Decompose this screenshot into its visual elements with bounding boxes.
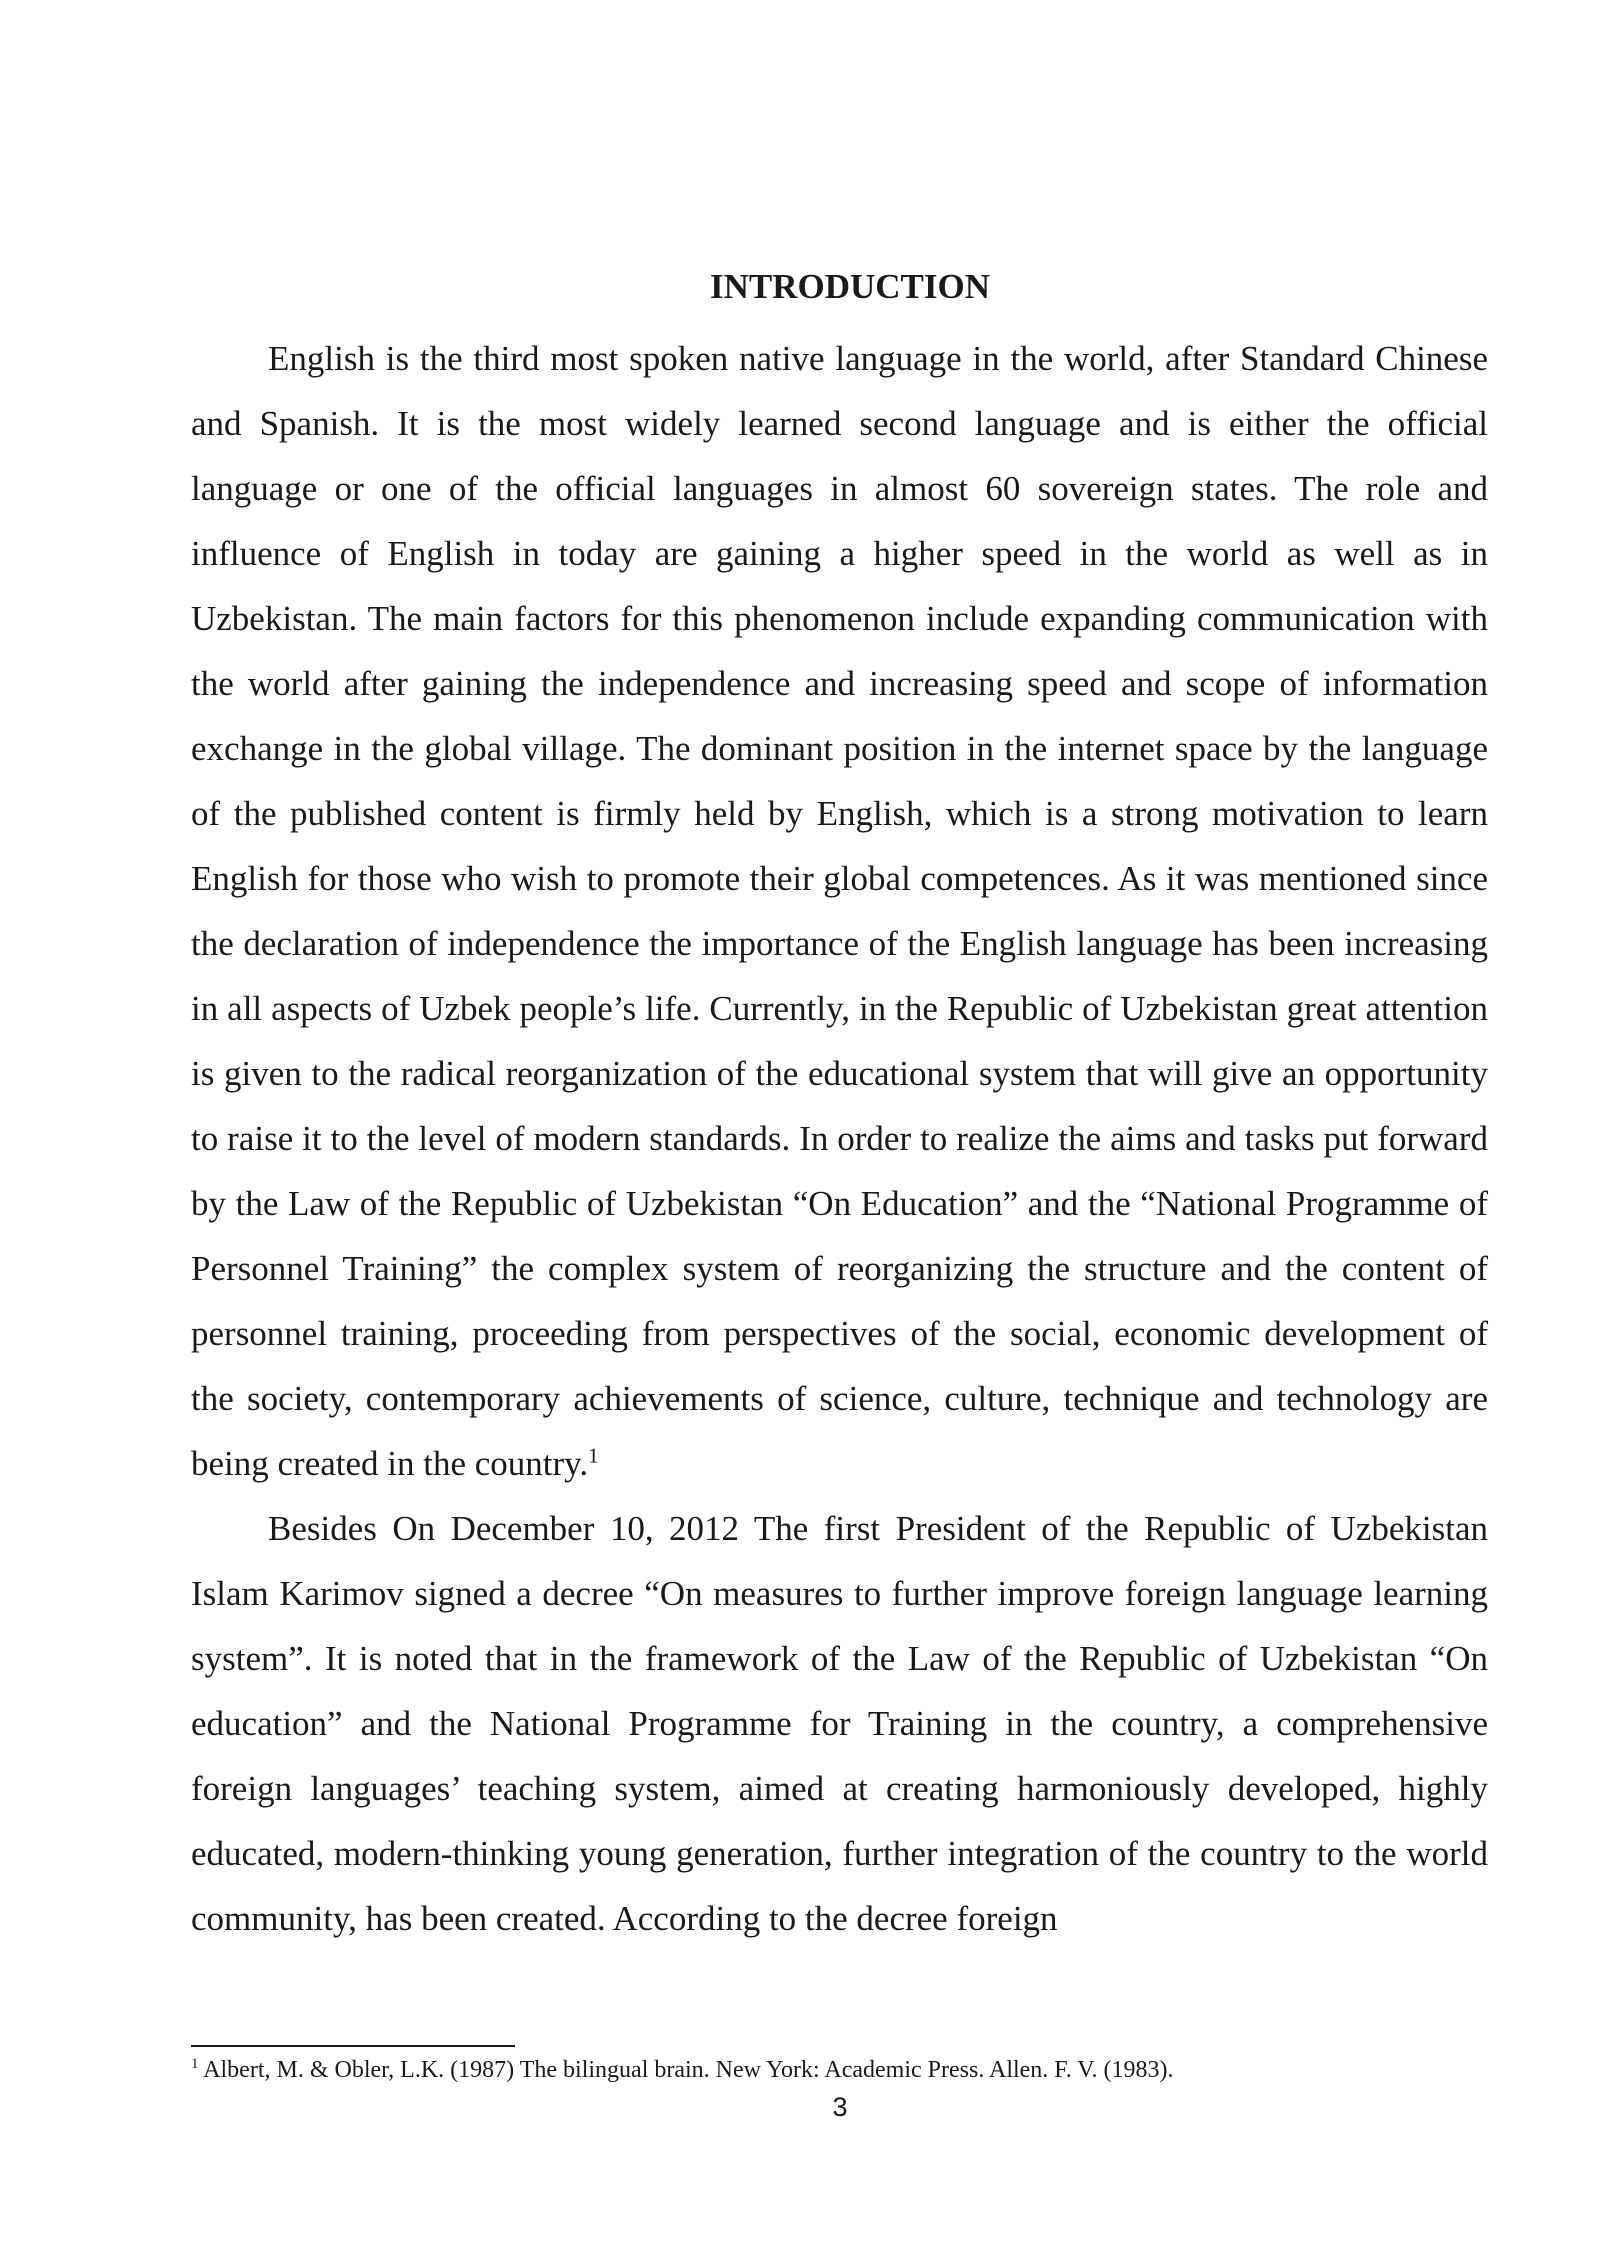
paragraph-2-text: Besides On December 10, 2012 The first President of the Republic of Uzbekistan Islam Karimov signed a decree “On measures to further improve foreign language learning system”. It is noted that in the framework of the Law of the Republic of Uzbekistan “On education” and the National Programme for Training in the country, a comprehensive foreign languages’ teaching system, aimed at creating harmoniously developed, highly educated, modern-thinking young generation, further integration of the country to the world community, has been created. According to the decree foreign: [191, 1509, 1488, 1938]
footnote-text: Albert, M. & Obler, L.K. (1987) The bilingual brain. New York: Academic Press. Allen. F. V. (1983).: [198, 2057, 1174, 2083]
paragraph-1: [191, 326, 1488, 1496]
footnote-reference: 1: [588, 1443, 599, 1468]
footnote-marker: 1: [191, 2056, 199, 2072]
page-number: 3: [832, 2092, 848, 2122]
paragraph-2: [191, 1496, 1488, 1951]
footnote-separator: [191, 2045, 515, 2047]
paragraph-1-text: English is the third most spoken native language in the world, after Standard Chinese and Spanish. It is the most widely learned second language and is either the official language or one of the official languages in almost 60 sovereign states. The role and influence of English in today are gaining a higher speed in the world as well as in Uzbekistan. The main factors for this phenomenon include expanding communication with the world after gaining the independence and increasing speed and scope of information exchange in the global village. The dominant position in the internet space by the language of the published content is firmly held by English, which is a strong motivation to learn English for those who wish to promote their global competences. As it was mentioned since the declaration of independence the importance of the English language has been increasing in all aspects of Uzbek people’s life. Currently, in the Republic of Uzbekistan great attention is given to the radical reorganization of the educational system that will give an opportunity to raise it to the level of modern standards. In order to realize the aims and tasks put forward by the Law of the Republic of Uzbekistan “On Education” and the “National Programme of Personnel Training” the complex system of reorganizing the structure and the content of personnel training, proceeding from perspectives of the social, economic development of the society, contemporary achievements of science, culture, technique and technology are being created in the country.: [191, 339, 1488, 1483]
body-text: [191, 326, 1488, 1951]
footnote: [191, 2055, 1491, 2085]
page-title: INTRODUCTION: [709, 267, 991, 306]
